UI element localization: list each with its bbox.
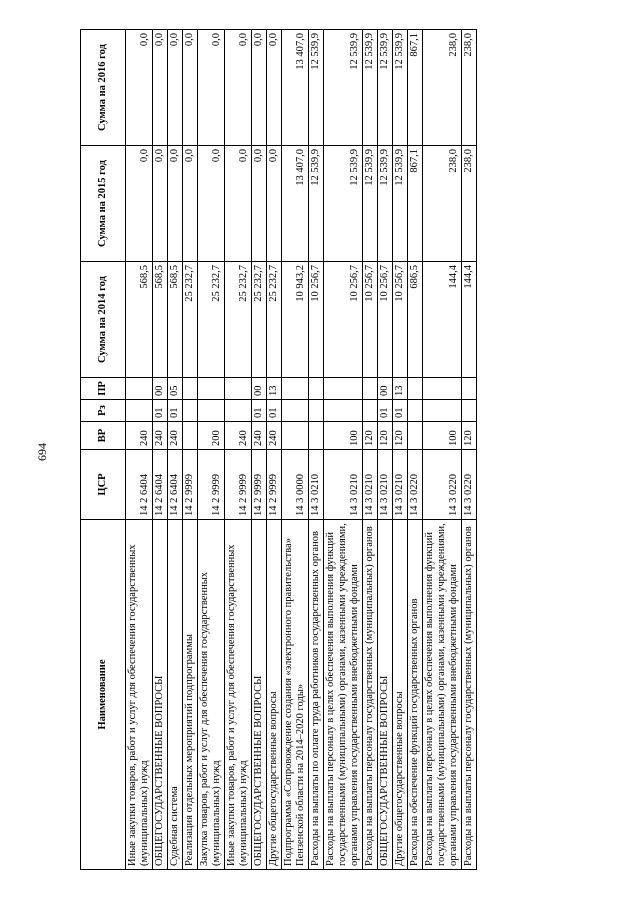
cell-csr: 14 3 0220 [408, 450, 423, 520]
cell-csr: 14 3 0210 [324, 450, 363, 520]
cell-csr: 14 3 0220 [462, 450, 477, 520]
cell-name: Иные закупки товаров, работ и услуг для обеспечения государственных (муниципальных) нужд [225, 520, 252, 870]
cell-name: Другие общегосударственные вопросы [267, 520, 282, 870]
table-row [309, 30, 324, 870]
cell-sum-2016: 12 539,9 [309, 30, 324, 146]
cell-name: ОБЩЕГОСУДАРСТВЕННЫЕ ВОПРОСЫ [153, 520, 168, 870]
cell-sum-2015: 12 539,9 [309, 146, 324, 262]
budget-table [80, 29, 477, 870]
cell-rz: 01 [168, 400, 183, 422]
table-header-row [81, 30, 126, 870]
cell-csr: 14 3 0220 [423, 450, 462, 520]
cell-sum-2016: 867,1 [408, 30, 423, 146]
cell-name: Реализация отдельных мероприятий подпрограммы [183, 520, 198, 870]
cell-vr: 200 [198, 422, 225, 450]
cell-csr: 14 3 0210 [378, 450, 393, 520]
cell-sum-2014: 25 232,7 [198, 262, 225, 378]
cell-vr: 240 [225, 422, 252, 450]
cell-sum-2016: 238,0 [462, 30, 477, 146]
cell-name: Расходы на выплаты по оплате труда работников государственных органов [309, 520, 324, 870]
cell-name: Другие общегосударственные вопросы [393, 520, 408, 870]
cell-name: Иные закупки товаров, работ и услуг для обеспечения государственных (муниципальных) нужд [126, 520, 153, 870]
cell-sum-2016: 0,0 [225, 30, 252, 146]
header-sum-2014: Сумма на 2014 год [81, 262, 126, 378]
cell-pr: 05 [168, 378, 183, 400]
cell-name: Расходы на выплаты персоналу государственных (муниципальных) органов [363, 520, 378, 870]
table-row [198, 30, 225, 870]
cell-rz: 01 [378, 400, 393, 422]
cell-sum-2015: 238,0 [423, 146, 462, 262]
cell-sum-2014: 686,5 [408, 262, 423, 378]
cell-sum-2015: 0,0 [198, 146, 225, 262]
cell-vr: 120 [462, 422, 477, 450]
cell-vr: 240 [168, 422, 183, 450]
cell-pr [126, 378, 153, 400]
cell-csr: 14 3 0000 [282, 450, 309, 520]
table-row [393, 30, 408, 870]
cell-sum-2015: 0,0 [126, 146, 153, 262]
cell-sum-2015: 0,0 [267, 146, 282, 262]
cell-vr: 120 [378, 422, 393, 450]
cell-vr [408, 422, 423, 450]
header-sum-2016: Сумма на 2016 год [81, 30, 126, 146]
budget-table-container [80, 30, 580, 870]
cell-pr [225, 378, 252, 400]
cell-csr: 14 2 6404 [126, 450, 153, 520]
cell-sum-2014: 10 256,7 [393, 262, 408, 378]
cell-sum-2014: 25 232,7 [225, 262, 252, 378]
cell-name: Судебная система [168, 520, 183, 870]
cell-sum-2014: 10 256,7 [378, 262, 393, 378]
cell-csr: 14 2 9999 [252, 450, 267, 520]
cell-sum-2015: 12 539,9 [324, 146, 363, 262]
cell-rz [408, 400, 423, 422]
table-row [423, 30, 462, 870]
cell-pr: 13 [393, 378, 408, 400]
header-csr: ЦСР [81, 450, 126, 520]
cell-sum-2016: 0,0 [153, 30, 168, 146]
cell-sum-2016: 13 407,0 [282, 30, 309, 146]
cell-rz [225, 400, 252, 422]
cell-sum-2016: 238,0 [423, 30, 462, 146]
cell-vr: 120 [363, 422, 378, 450]
cell-sum-2016: 12 539,9 [378, 30, 393, 146]
cell-sum-2015: 0,0 [153, 146, 168, 262]
cell-sum-2014: 568,5 [153, 262, 168, 378]
cell-vr [309, 422, 324, 450]
table-row [168, 30, 183, 870]
table-row [462, 30, 477, 870]
cell-sum-2016: 0,0 [168, 30, 183, 146]
cell-rz [462, 400, 477, 422]
cell-vr: 240 [267, 422, 282, 450]
cell-sum-2015: 867,1 [408, 146, 423, 262]
table-row [378, 30, 393, 870]
cell-csr: 14 3 0210 [393, 450, 408, 520]
cell-vr [183, 422, 198, 450]
table-row [126, 30, 153, 870]
cell-sum-2016: 12 539,9 [393, 30, 408, 146]
cell-pr: 00 [378, 378, 393, 400]
cell-sum-2015: 0,0 [183, 146, 198, 262]
cell-name: Расходы на выплаты персоналу в целях обеспечения выполнения функций государственными (муниципальными) органами, казенными учреждениями, органами управления государственными внебюджетными фондами [324, 520, 363, 870]
cell-name: Расходы на обеспечение функций государственных органов [408, 520, 423, 870]
cell-csr: 14 2 9999 [198, 450, 225, 520]
cell-pr: 00 [153, 378, 168, 400]
table-row [153, 30, 168, 870]
cell-sum-2016: 12 539,9 [324, 30, 363, 146]
cell-csr: 14 2 9999 [183, 450, 198, 520]
cell-sum-2015: 12 539,9 [363, 146, 378, 262]
cell-vr: 100 [324, 422, 363, 450]
cell-pr: 13 [267, 378, 282, 400]
cell-sum-2015: 0,0 [252, 146, 267, 262]
cell-name: Расходы на выплаты персоналу государственных (муниципальных) органов [462, 520, 477, 870]
cell-sum-2014: 25 232,7 [267, 262, 282, 378]
cell-rz [198, 400, 225, 422]
cell-name: Расходы на выплаты персоналу в целях обеспечения выполнения функций государственными (муниципальными) органами, казенными учреждениями, органами управления государственными внебюджетными фондами [423, 520, 462, 870]
cell-vr: 240 [153, 422, 168, 450]
cell-sum-2014: 25 232,7 [252, 262, 267, 378]
cell-rz [282, 400, 309, 422]
cell-rz [423, 400, 462, 422]
table-row [183, 30, 198, 870]
header-rz: Рз [81, 400, 126, 422]
header-name: Наименование [81, 520, 126, 870]
cell-sum-2014: 568,5 [126, 262, 153, 378]
cell-csr: 14 2 9999 [267, 450, 282, 520]
cell-vr: 240 [126, 422, 153, 450]
table-row [282, 30, 309, 870]
cell-pr [363, 378, 378, 400]
cell-sum-2014: 10 256,7 [363, 262, 378, 378]
cell-name: Закупка товаров, работ и услуг для обеспечения государственных (муниципальных) нужд [198, 520, 225, 870]
cell-sum-2014: 10 256,7 [324, 262, 363, 378]
cell-vr [282, 422, 309, 450]
cell-pr: 00 [252, 378, 267, 400]
cell-sum-2014: 144,4 [423, 262, 462, 378]
cell-sum-2016: 12 539,9 [363, 30, 378, 146]
cell-sum-2014: 144,4 [462, 262, 477, 378]
cell-sum-2016: 0,0 [252, 30, 267, 146]
cell-sum-2016: 0,0 [198, 30, 225, 146]
cell-sum-2015: 238,0 [462, 146, 477, 262]
table-row [324, 30, 363, 870]
page-number: 694 [35, 443, 49, 461]
cell-sum-2016: 0,0 [267, 30, 282, 146]
cell-rz: 01 [393, 400, 408, 422]
table-row [363, 30, 378, 870]
cell-sum-2015: 12 539,9 [378, 146, 393, 262]
cell-rz [126, 400, 153, 422]
cell-rz: 01 [153, 400, 168, 422]
header-vr: ВР [81, 422, 126, 450]
cell-sum-2014: 25 232,7 [183, 262, 198, 378]
table-row [267, 30, 282, 870]
cell-vr: 100 [423, 422, 462, 450]
cell-name: Подпрограмма «Сопровождение создания «электронного правительства» Пензенской области на 2014–2020 годы» [282, 520, 309, 870]
cell-sum-2014: 568,5 [168, 262, 183, 378]
cell-rz [363, 400, 378, 422]
header-pr: ПР [81, 378, 126, 400]
cell-pr [183, 378, 198, 400]
cell-name: ОБЩЕГОСУДАРСТВЕННЫЕ ВОПРОСЫ [378, 520, 393, 870]
table-body [126, 30, 477, 870]
cell-rz [183, 400, 198, 422]
cell-sum-2014: 10 256,7 [309, 262, 324, 378]
cell-rz: 01 [252, 400, 267, 422]
cell-sum-2014: 10 943,2 [282, 262, 309, 378]
cell-pr [324, 378, 363, 400]
header-sum-2015: Сумма на 2015 год [81, 146, 126, 262]
cell-sum-2015: 0,0 [168, 146, 183, 262]
cell-pr [198, 378, 225, 400]
cell-csr: 14 3 0210 [309, 450, 324, 520]
table-row [252, 30, 267, 870]
cell-rz [324, 400, 363, 422]
cell-csr: 14 3 0210 [363, 450, 378, 520]
cell-pr [282, 378, 309, 400]
cell-pr [408, 378, 423, 400]
cell-pr [309, 378, 324, 400]
cell-sum-2016: 0,0 [183, 30, 198, 146]
cell-sum-2015: 13 407,0 [282, 146, 309, 262]
table-row [225, 30, 252, 870]
cell-csr: 14 2 9999 [225, 450, 252, 520]
cell-pr [423, 378, 462, 400]
cell-vr: 240 [252, 422, 267, 450]
cell-sum-2016: 0,0 [126, 30, 153, 146]
cell-sum-2015: 0,0 [225, 146, 252, 262]
cell-csr: 14 2 6404 [168, 450, 183, 520]
cell-rz [309, 400, 324, 422]
cell-pr [462, 378, 477, 400]
cell-vr: 120 [393, 422, 408, 450]
cell-rz: 01 [267, 400, 282, 422]
cell-sum-2015: 12 539,9 [393, 146, 408, 262]
table-row [408, 30, 423, 870]
cell-name: ОБЩЕГОСУДАРСТВЕННЫЕ ВОПРОСЫ [252, 520, 267, 870]
cell-csr: 14 2 6404 [153, 450, 168, 520]
